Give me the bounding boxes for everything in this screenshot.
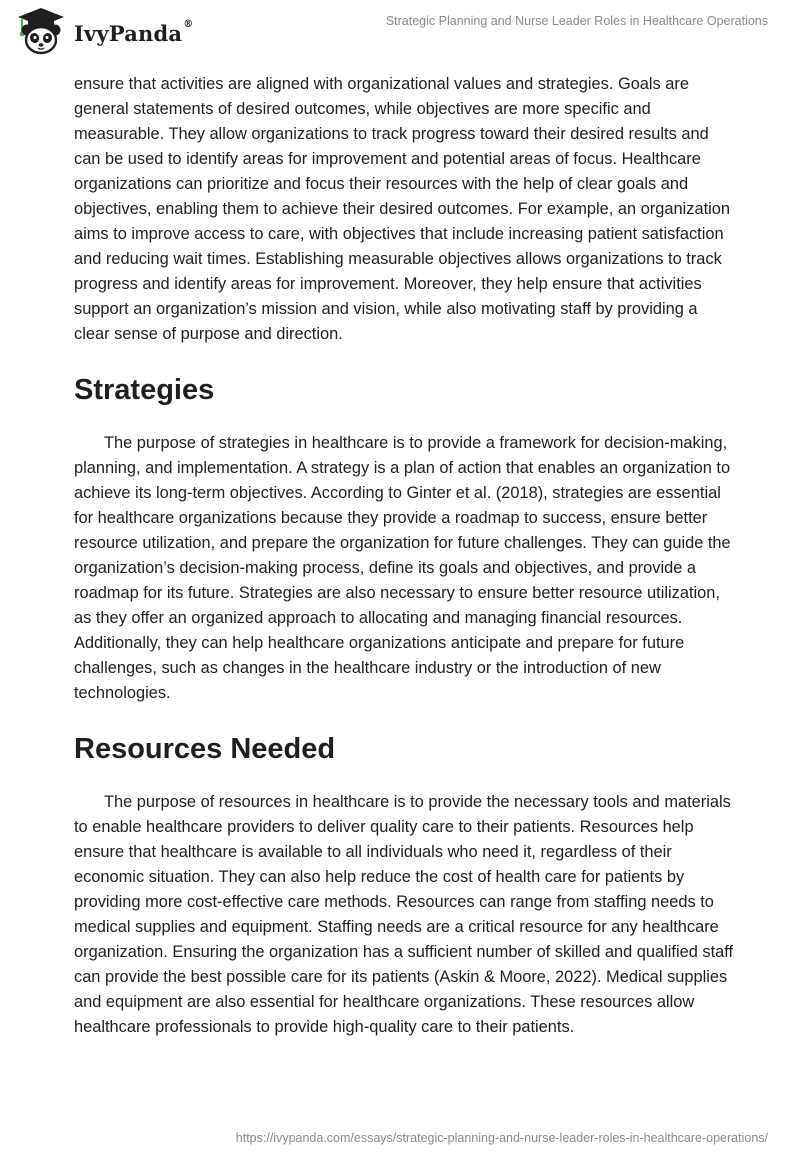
- strategies-paragraph: The purpose of strategies in healthcare is to provide a framework for decision-making, planning, and implementation. A strategy is a plan of action that enables an organization to achieve its long-term objectives. According to Ginter et al. (2018), strategies are essential for healthcare organizations because they provide a roadmap to success, ensure better resource utilization, and prepare the organization for future challenges. They can guide the organization’s decision-making process, define its goals and objectives, and provide a roadmap for its future. Strategies are also necessary to ensure better resource utilization, as they offer an organized approach to allocating and managing financial resources. Additionally, they can help healthcare organizations anticipate and prepare for future challenges, such as changes in the healthcare industry or the introduction of new technologies.: [74, 434, 731, 702]
- document-title: Strategic Planning and Nurse Leader Roles in Healthcare Operations: [385, 14, 768, 28]
- resources-paragraph: The purpose of resources in healthcare is to provide the necessary tools and materials to enable healthcare providers to deliver quality care to their patients. Resources help ensure that healthcare is available to all individuals who need it, regardless of their economic situation. They can also help reduce the cost of health care for patients by providing more cost-effective care methods. Resources can range from staffing needs to medical supplies and equipment. Staffing needs are a critical resource for any healthcare organization. Ensuring the organization has a sufficient number of skilled and qualified staff can provide the best possible care for its patients (Askin & Moore, 2022). Medical supplies and equipment are also essential for healthcare organizations. These resources allow healthcare professionals to provide high-quality care to their patients.: [74, 793, 734, 1036]
- document-body: [74, 72, 734, 1040]
- source-url[interactable]: https://ivypanda.com/essays/strategic-planning-and-nurse-leader-roles-in-healthcare-operations/: [235, 1131, 768, 1145]
- panda-graduate-icon: [12, 6, 70, 56]
- section-heading-strategies: Strategies: [74, 374, 215, 406]
- ivypanda-logo[interactable]: [12, 6, 193, 56]
- intro-paragraph: ensure that activities are aligned with organizational values and strategies. Goals are general statements of desired outcomes, while objectives are more specific and measurable. They allow organizations to track progress toward their desired results and can be used to identify areas for improvement and potential areas of focus. Healthcare organizations can prioritize and focus their resources with the help of clear goals and objectives, enabling them to achieve their desired outcomes. For example, an organization aims to improve access to care, with objectives that include increasing patient satisfaction and reducing wait times. Establishing measurable objectives allows organizations to track progress and identify areas for improvement. Moreover, they help ensure that activities support an organization’s mission and vision, while also motivating staff by providing a clear sense of purpose and direction.: [74, 75, 730, 343]
- registered-mark: ®: [183, 18, 194, 30]
- brand-name-text: IvyPanda: [74, 20, 183, 46]
- section-heading-resources: Resources Needed: [74, 733, 336, 765]
- page-header: [0, 0, 800, 62]
- brand-name: [74, 18, 194, 46]
